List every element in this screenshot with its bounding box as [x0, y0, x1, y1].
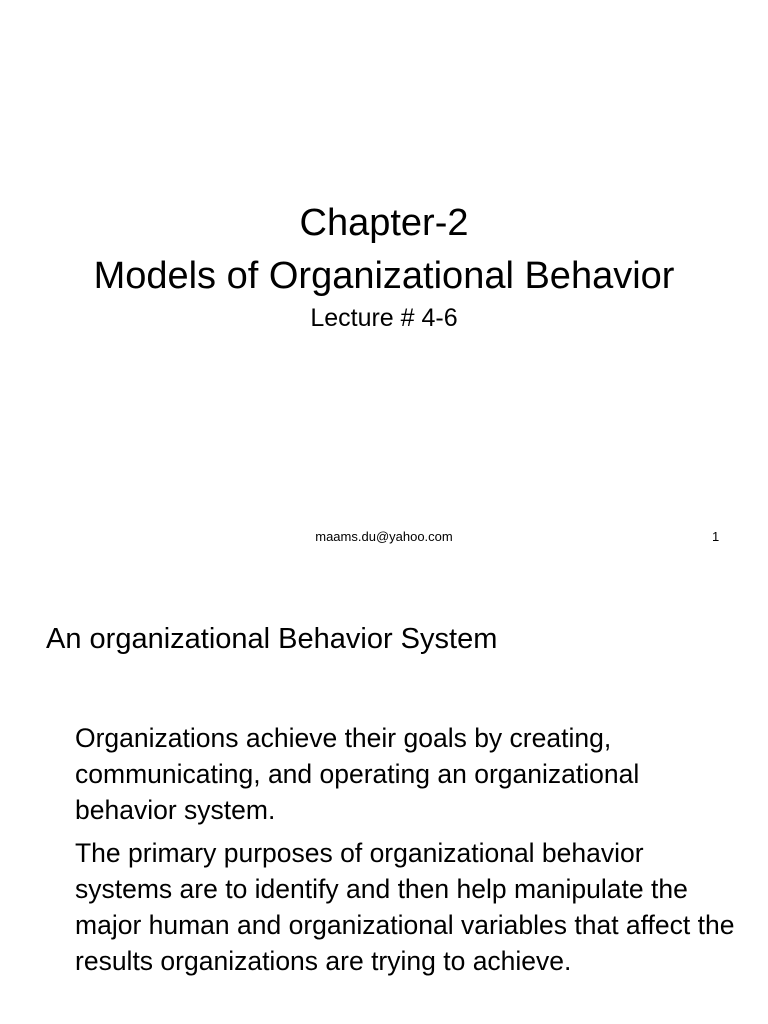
chapter-heading: Chapter-2 — [299, 202, 469, 244]
slide-title: An organizational Behavior System — [46, 623, 498, 655]
lecture-subtitle: Lecture # 4-6 — [310, 304, 458, 332]
page-number: 1 — [712, 529, 720, 544]
body-paragraph: The primary purposes of organizational behavior systems are to identify and then help manipulate the major human and organizational variables that affect the results organizations are trying to achieve. — [75, 838, 735, 976]
body-paragraph: Organizations achieve their goals by creating, communicating, and operating an organizational behavior system. — [75, 723, 640, 825]
footer-email: maams.du@yahoo.com — [315, 529, 453, 544]
slide-2 — [0, 576, 768, 1024]
slide-title: Models of Organizational Behavior — [93, 255, 675, 297]
